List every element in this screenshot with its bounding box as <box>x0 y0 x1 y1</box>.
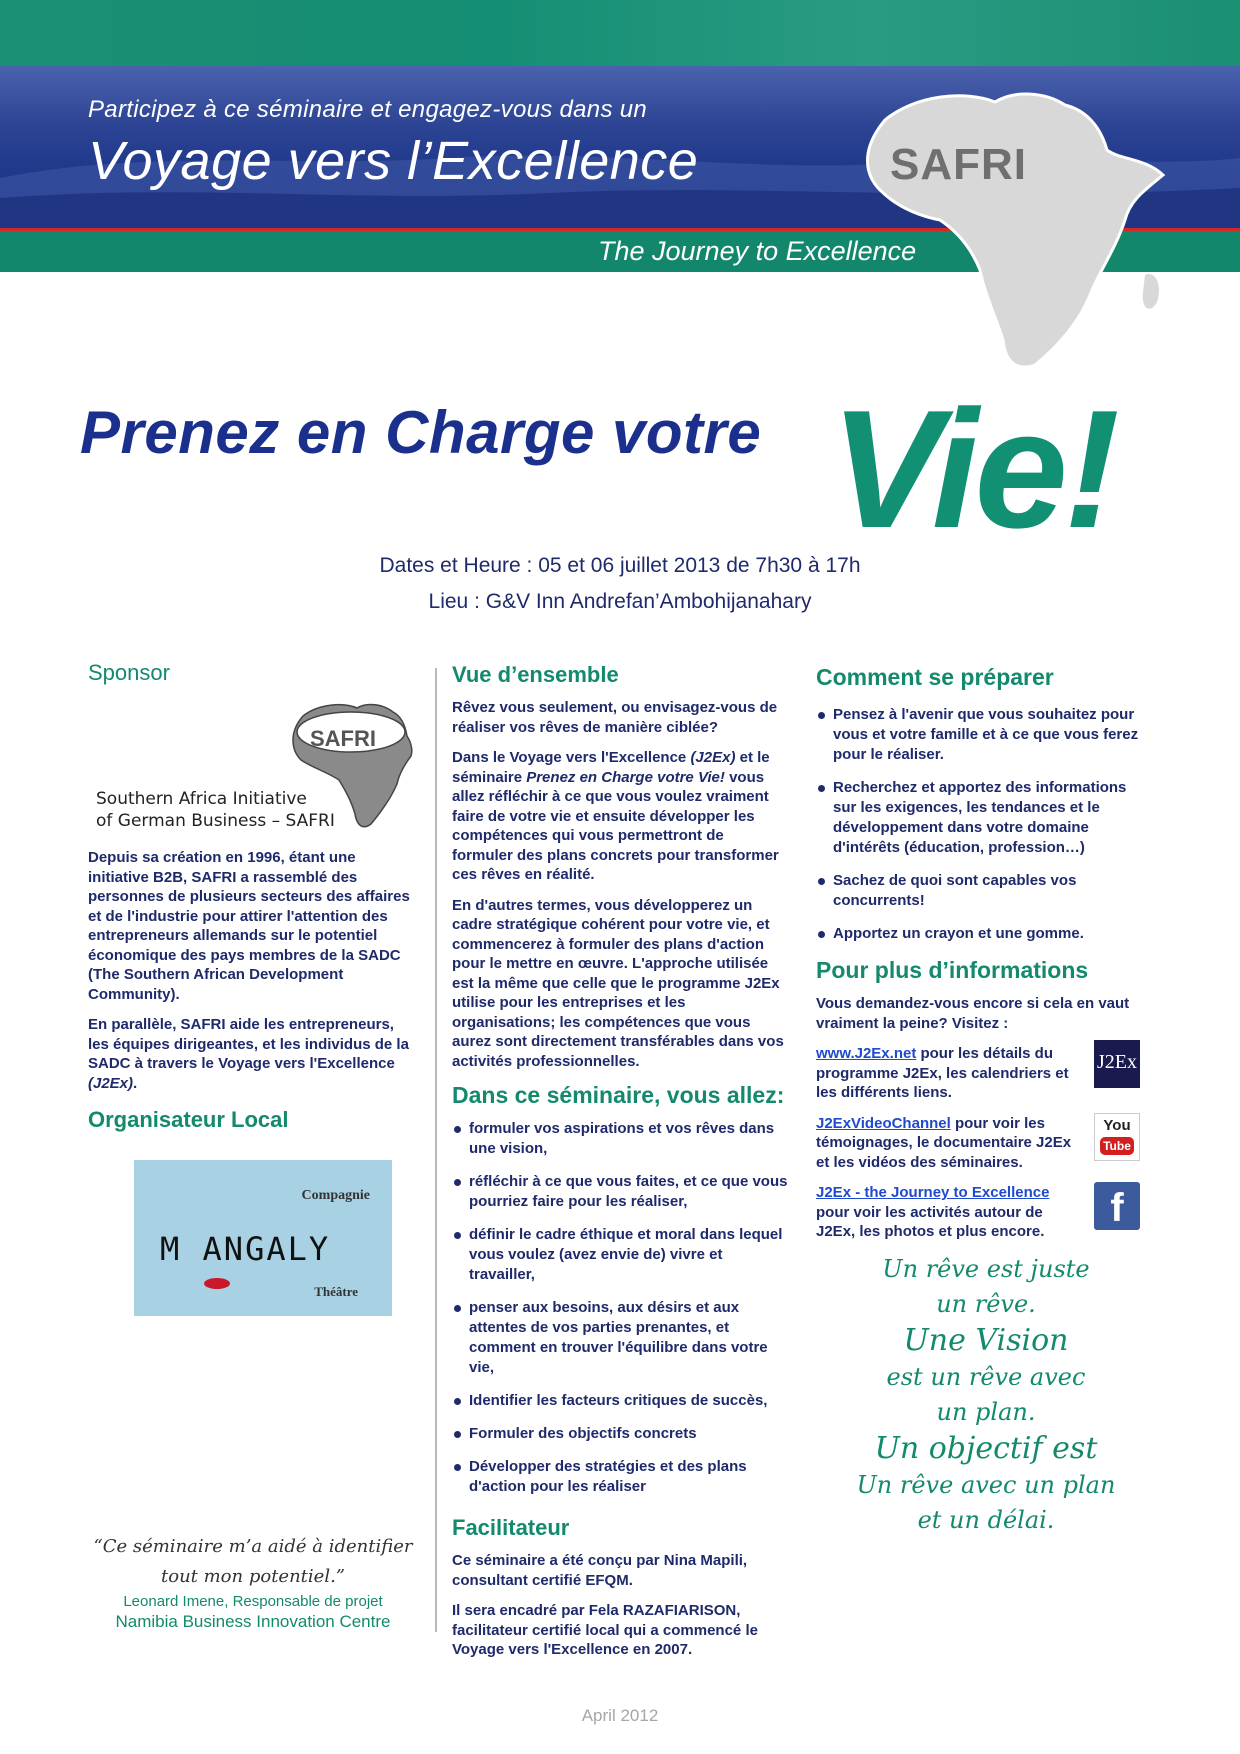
sponsor-para1: Depuis sa création en 1996, étant une initiative B2B, SAFRI a rassemblé des personnes de plusieurs secteurs des affaires et de l'industrie pour attirer l'attention des entrepreneurs allemands sur le potentiel économique des pays membres de la SADC (The Southern African Development Community). <box>88 849 410 1003</box>
facebook-page-link[interactable]: J2Ex - the Journey to Excellence <box>816 1184 1050 1201</box>
testimonial-author: Leonard Imene, Responsable de projet <box>123 1593 383 1610</box>
poem-line: un plan. <box>936 1398 1036 1426</box>
sponsor-logo <box>88 698 418 838</box>
prepare-list <box>816 705 1146 944</box>
poem-line: est un rêve avec <box>886 1363 1086 1391</box>
facilitator-para1: Ce séminaire a été conçu par Nina Mapili, consultant certifié EFQM. <box>452 1552 748 1589</box>
banner-top-band <box>0 0 1240 66</box>
column-prepare <box>816 664 1146 1253</box>
headline: Prenez en Charge votre <box>80 399 762 466</box>
column-divider <box>435 668 437 1632</box>
video-channel-link[interactable]: J2ExVideoChannel <box>816 1114 951 1132</box>
column-overview <box>452 662 788 1671</box>
company-logo-top: Compagnie <box>301 1188 370 1203</box>
event-dates: Dates et Heure : 05 et 06 juillet 2013 de 7h30 à 17h <box>379 554 861 577</box>
j2ex-icon[interactable]: J2Ex <box>1094 1040 1140 1088</box>
seminar-heading: Dans ce séminaire, vous allez: <box>452 1082 785 1108</box>
sponsor-logo-text: SAFRI <box>310 726 376 751</box>
poem-line: Un rêve est juste <box>882 1255 1090 1283</box>
overview-heading: Vue d’ensemble <box>452 662 619 687</box>
sponsor-name-line2: of German Business – SAFRI <box>96 811 335 831</box>
list-item: Pensez à l'avenir que vous souhaitez pour vous et votre famille et à ce que vous ferez pour le réaliser. <box>816 705 1146 765</box>
info-link1-para: www.J2Ex.net pour les détails du programme J2Ex, les calendriers et les différents liens. <box>816 1045 1069 1101</box>
list-item: Recherchez et apportez des informations sur les exigences, les tendances et le développement dans votre domaine d'intérêts (éducation, profession…) <box>816 778 1146 858</box>
poem-line: un rêve. <box>936 1290 1036 1318</box>
list-item: Apportez un crayon et une gomme. <box>816 924 1146 944</box>
youtube-icon-tube: Tube <box>1100 1137 1134 1155</box>
event-location: Lieu : G&V Inn Andrefan’Ambohijanahary <box>428 590 812 613</box>
poem-line: et un délai. <box>917 1506 1055 1534</box>
info-link3-para: J2Ex - the Journey to Excellence pour voir les activités autour de J2Ex, les photos et plus encore. <box>816 1184 1050 1240</box>
company-logo <box>134 1160 392 1316</box>
column-sponsor <box>88 660 418 1143</box>
overview-para1: Dans le Voyage vers l'Excellence (J2Ex) et le séminaire Prenez en Charge votre Vie! vous allez réfléchir à ce que vous voulez vraiment faire de votre vie et ensuite développer les compétences qui vous permettront de formuler des plans concrets pour transformer ces rêves en réalité. <box>452 749 779 883</box>
list-item: Sachez de quoi sont capables vos concurrents! <box>816 871 1146 911</box>
list-item: Identifier les facteurs critiques de succès, <box>452 1391 788 1411</box>
overview-para2: En d'autres termes, vous développerez un cadre stratégique cohérent pour votre vie, et commencerez à formuler des plans d'action pour le mettre en œuvre. L'approche utilisée est la même que celle que le programme J2Ex utilise pour les entreprises et les organisations; les compétences que vous aurez sont directement transférables dans vos activités professionnelles. <box>452 896 784 1070</box>
j2ex-website-link[interactable]: www.J2Ex.net <box>816 1045 917 1062</box>
poem-line: Un rêve avec un plan <box>856 1471 1116 1499</box>
poem-line: Une Vision <box>903 1323 1069 1358</box>
sponsor-name <box>96 788 335 832</box>
facilitator-heading: Facilitateur <box>452 1515 570 1540</box>
list-item: définir le cadre éthique et moral dans lequel vous voulez (avez envie de) vivre et travailler, <box>452 1225 788 1285</box>
poem-line: Un objectif est <box>874 1431 1098 1466</box>
list-item: penser aux besoins, aux désirs et aux attentes de vos parties prenantes, et comment en trouver l'équilibre dans votre vie, <box>452 1298 788 1378</box>
list-item: réfléchir à ce que vous faites, et ce que vous pourriez faire pour les réaliser, <box>452 1172 788 1212</box>
list-item: formuler vos aspirations et vos rêves dans une vision, <box>452 1119 788 1159</box>
facilitator-para2: Il sera encadré par Fela RAZAFIARISON, facilitateur certifié local qui a commencé le Voyage vers l'Excellence en 2007. <box>452 1602 758 1658</box>
banner-subtitle: Participez à ce séminaire et engagez-vous dans un <box>88 96 648 123</box>
list-item: Formuler des objectifs concrets <box>452 1424 788 1444</box>
banner-title: Voyage vers l’Excellence <box>88 131 699 191</box>
youtube-icon[interactable] <box>1094 1113 1140 1161</box>
company-logo-name: M ANGALY <box>160 1230 331 1268</box>
overview-intro: Rêvez vous seulement, ou envisagez-vous de réaliser vos rêves de manière ciblée? <box>452 699 778 736</box>
poem <box>836 1252 1136 1538</box>
headline-emphasis: Vie! <box>830 375 1116 563</box>
safri-logo-text: SAFRI <box>890 140 1027 189</box>
testimonial-org: Namibia Business Innovation Centre <box>115 1612 391 1631</box>
sponsor-para2: En parallèle, SAFRI aide les entrepreneurs, les équipes dirigeantes, et les individus de la SADC à travers le Voyage vers l'Excellence (J2Ex). <box>88 1016 409 1092</box>
youtube-icon-you: You <box>1103 1117 1131 1134</box>
testimonial <box>88 1532 418 1632</box>
banner-tagline: The Journey to Excellence <box>598 236 917 266</box>
organiser-heading: Organisateur Local <box>88 1107 289 1132</box>
seminar-list <box>452 1119 788 1497</box>
africa-map-icon <box>845 80 1175 380</box>
facebook-icon[interactable]: f <box>1094 1182 1140 1230</box>
info-link2-para: J2ExVideoChannel pour voir les témoignages, le documentaire J2Ex et les vidéos des séminaires. <box>816 1114 1072 1171</box>
prepare-heading: Comment se préparer <box>816 664 1054 690</box>
sponsor-name-line1: Southern Africa Initiative <box>96 789 307 809</box>
info-intro: Vous demandez-vous encore si cela en vaut vraiment la peine? Visitez : <box>816 995 1130 1032</box>
list-item: Développer des stratégies et des plans d'action pour les réaliser <box>452 1457 788 1497</box>
testimonial-quote: “Ce séminaire m’a aidé à identifier tout mon potentiel.” <box>93 1536 413 1587</box>
lips-icon <box>204 1278 230 1289</box>
company-logo-bottom: Théâtre <box>314 1284 358 1299</box>
info-heading: Pour plus d’informations <box>816 957 1089 983</box>
footer-date: April 2012 <box>581 1706 659 1725</box>
sponsor-heading: Sponsor <box>88 660 170 685</box>
